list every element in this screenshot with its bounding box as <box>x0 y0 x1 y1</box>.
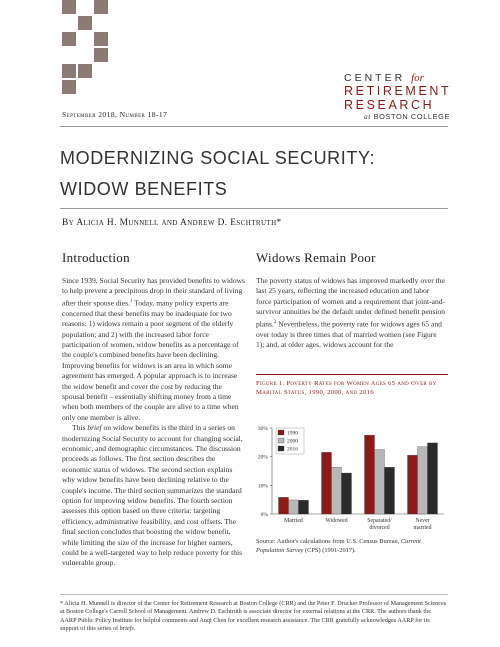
intro-text: on widow benefits is the third in a series on modernizing Social Security to account for changing social, economic, and demographic circumstances. The discussion proceeds as follows. The first section describes the economic status of widows. The second section explains why widow benefits have been declining relative to the couple's income. The third section summarizes the standard option for improving widow benefits. The fourth section assesses this option based on three criteria: targeting efficiency, administrative feasibility, and cost offsets. The final section concludes that boosting the widow benefit, while limiting the size of the increase for higher earners, could be a well-targeted way to help reduce poverty for this vulnerable group. <box>62 423 243 568</box>
logo-retirement: RETIREMENT <box>344 84 452 98</box>
bar-2000 <box>418 447 428 514</box>
footnote-ref: 1 <box>129 298 133 304</box>
figure-title: Figure 1. Poverty Rates for Women Ages 65 and Over by Marital Status, 1990, 2000, and 2016 <box>256 380 437 396</box>
widows-text: The poverty status of widows has improved markedly over the last 25 years, reflecting the increased education and labor force participation of women and a requirement that joint-and-survivor annuities be the default under defined benefit pension plans. <box>256 276 446 329</box>
decor-square <box>94 32 108 46</box>
legend-swatch <box>278 430 284 435</box>
bar-2000 <box>332 467 342 514</box>
source-emphasis: Current Population Survey <box>256 538 421 554</box>
title-divider <box>60 208 448 209</box>
page-title-line2: WIDOW BENEFITS <box>60 179 228 199</box>
intro-emphasis: brief <box>87 423 102 433</box>
intro-text: Today, many policy experts are concerned that these benefits may be inadequate for two reasons: 1) widows remain a poor segment of the elderly population; and 2) with the increased labor force participation of women, widow benefits as a percentage of the couple's combined benefits have been declining. Improving benefits for widows is an area in which some agreement has emerged. A popular approach is to increase the widow benefit and cover the cost by reducing the spousal benefit – essentially shifting money from a time when both members of the couple are alive to a time when only one member is alive. <box>62 298 239 422</box>
source-text: Source: Author's calculations from U.S. Census Bureau, <box>256 538 401 545</box>
bar-1990 <box>279 497 289 514</box>
authors: By Alicia H. Munnell and Andrew D. Eschtruth* <box>62 218 282 228</box>
legend-swatch <box>278 438 284 443</box>
decor-square <box>78 64 92 78</box>
decor-square <box>62 32 76 46</box>
decor-square <box>94 0 108 14</box>
logo-center: CENTER <box>344 72 406 84</box>
x-category-label: divorced <box>369 525 390 531</box>
legend-label: 2000 <box>287 438 298 445</box>
section-heading-widows: Widows Remain Poor <box>256 250 376 265</box>
bar-2016 <box>342 473 352 514</box>
bar-2016 <box>428 443 438 514</box>
footnote-text: . <box>133 624 136 632</box>
x-category-label: Married <box>284 518 303 524</box>
logo-for: for <box>411 72 424 84</box>
page-title-line1: MODERNIZING SOCIAL SECURITY: <box>60 148 376 168</box>
logo-boston-college: BOSTON COLLEGE <box>373 112 451 121</box>
bar-1990 <box>322 452 332 514</box>
figure-source <box>256 538 446 555</box>
crr-logo <box>344 72 464 122</box>
decor-square <box>62 0 76 14</box>
legend-label: 1990 <box>287 430 298 437</box>
y-tick-label: 0% <box>260 512 268 518</box>
widows-column <box>256 276 446 350</box>
top-divider <box>60 126 448 127</box>
x-category-label: Never <box>415 518 430 524</box>
y-tick-label: 20% <box>257 454 268 461</box>
x-category-label: Separated/ <box>367 518 392 524</box>
decor-square <box>62 64 76 78</box>
logo-at: at <box>364 112 371 121</box>
intro-paragraph-1 <box>62 276 246 423</box>
widows-paragraph <box>256 276 446 350</box>
figure-top-rule <box>256 374 448 375</box>
bar-2016 <box>385 467 395 514</box>
footnote-divider <box>60 594 448 595</box>
intro-text: Since 1939, Social Security has provided benefits to widows to help prevent a precipitous drop in their standard of living after their spouse dies. <box>62 276 245 308</box>
decor-square <box>62 80 76 94</box>
footnote-emphasis: briefs <box>119 624 134 632</box>
y-tick-label: 10% <box>257 483 268 490</box>
bar-1990 <box>365 435 375 514</box>
bar-2000 <box>289 500 299 514</box>
bar-1990 <box>408 455 418 514</box>
bar-2000 <box>375 450 385 515</box>
y-tick-label: 30% <box>257 426 268 432</box>
intro-text: This <box>72 423 88 433</box>
footnote-text: * Alicia H. Munnell is director of the Center for Retirement Research at Boston College (CRR) and the Peter F. Drucker Professor of Management Sciences at Boston College's Carroll School of Management. Andrew D. Eschtruth is associate director for external relations at the CRR. The authors thank the AARP Public Policy Institute for helpful comments and Anqi Chen for excellent research assistance. The CRR gratefully acknowledges AARP for its support of this series of <box>60 600 447 632</box>
decor-square <box>94 48 108 62</box>
source-text: (CPS) (1991-2017). <box>303 546 356 554</box>
legend-swatch <box>278 446 284 451</box>
logo-research: RESEARCH <box>344 98 435 112</box>
poverty-rate-chart <box>252 422 448 534</box>
bar-2016 <box>299 500 309 514</box>
decor-square <box>78 16 92 30</box>
legend-label: 2016 <box>287 446 298 453</box>
author-footnote <box>60 600 448 633</box>
intro-heading: Introduction <box>62 250 130 265</box>
x-category-label: Widowed <box>325 518 348 524</box>
intro-paragraph-2 <box>62 423 246 569</box>
widows-text: Nevertheless, the poverty rate for widows ages 65 and over today is three times that of married women (see Figure 1); and, at older ages, widows account for the <box>256 319 442 349</box>
intro-column <box>62 276 246 569</box>
dateline: September 2018, Number 18-17 <box>62 110 168 119</box>
x-category-label: married <box>413 525 432 531</box>
footnote-ref: 2 <box>273 319 277 325</box>
